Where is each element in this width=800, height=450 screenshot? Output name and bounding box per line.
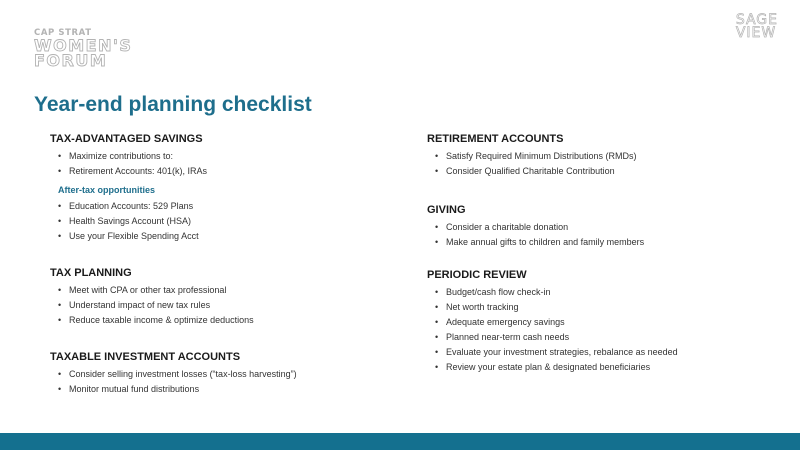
list-item: • Health Savings Account (HSA) — [58, 214, 380, 229]
section-tax-advantaged — [50, 132, 380, 244]
list-item: • Budget/cash flow check-in — [435, 285, 757, 300]
list-item: • Reduce taxable income & optimize deductions — [58, 313, 380, 328]
section-periodic-review — [427, 268, 757, 375]
section-title: TAXABLE INVESTMENT ACCOUNTS — [50, 351, 241, 363]
logo-line-1: SAGE — [735, 12, 778, 28]
brand-small-text: CAP STRAT — [34, 28, 92, 38]
section-retirement — [427, 132, 757, 179]
list-item: • Understand impact of new tax rules — [58, 298, 380, 313]
bullet-list — [435, 285, 757, 375]
list-item: • Net worth tracking — [435, 300, 757, 315]
page-title: Year-end planning checklist — [34, 93, 312, 116]
footer-bar — [0, 433, 800, 450]
list-item: • Meet with CPA or other tax professional — [58, 283, 380, 298]
brand-line-1: WOMEN'S — [34, 36, 133, 55]
bullet-list — [435, 149, 757, 179]
list-item: • Make annual gifts to children and family members — [435, 235, 757, 250]
right-column — [427, 132, 757, 375]
brand-logo — [34, 28, 132, 68]
list-item: • Consider selling investment losses (“tax-loss harvesting”) — [58, 367, 380, 382]
brand-line-2: FORUM — [34, 51, 108, 70]
sub-section-title: After-tax opportunities — [58, 185, 156, 195]
section-tax-planning — [50, 266, 380, 328]
list-item: • Education Accounts: 529 Plans — [58, 199, 380, 214]
list-item: • Planned near-term cash needs — [435, 330, 757, 345]
list-item: • Satisfy Required Minimum Distributions (RMDs) — [435, 149, 757, 164]
section-title: TAX-ADVANTAGED SAVINGS — [50, 133, 203, 145]
section-title: PERIODIC REVIEW — [427, 269, 527, 281]
list-item: • Use your Flexible Spending Acct — [58, 229, 380, 244]
list-item: • Review your estate plan & designated beneficiaries — [435, 360, 757, 375]
bullet-list — [58, 367, 380, 397]
list-item: • Adequate emergency savings — [435, 315, 757, 330]
list-item: • Consider Qualified Charitable Contribution — [435, 164, 757, 179]
logo-line-2: VIEW — [735, 25, 777, 41]
list-item: • Retirement Accounts: 401(k), IRAs — [58, 164, 380, 179]
section-giving — [427, 203, 757, 250]
bullet-list — [58, 149, 380, 179]
section-title: TAX PLANNING — [50, 267, 132, 279]
list-item: • Monitor mutual fund distributions — [58, 382, 380, 397]
section-taxable-investment — [50, 350, 380, 397]
bullet-list — [58, 283, 380, 328]
list-item: • Evaluate your investment strategies, rebalance as needed — [435, 345, 757, 360]
bullet-list — [435, 220, 757, 250]
section-title: GIVING — [427, 204, 466, 216]
left-column — [50, 132, 380, 397]
list-item: • Consider a charitable donation — [435, 220, 757, 235]
bullet-list — [58, 199, 380, 244]
list-item: • Maximize contributions to: — [58, 149, 380, 164]
company-logo — [736, 14, 778, 40]
section-title: RETIREMENT ACCOUNTS — [427, 133, 564, 145]
